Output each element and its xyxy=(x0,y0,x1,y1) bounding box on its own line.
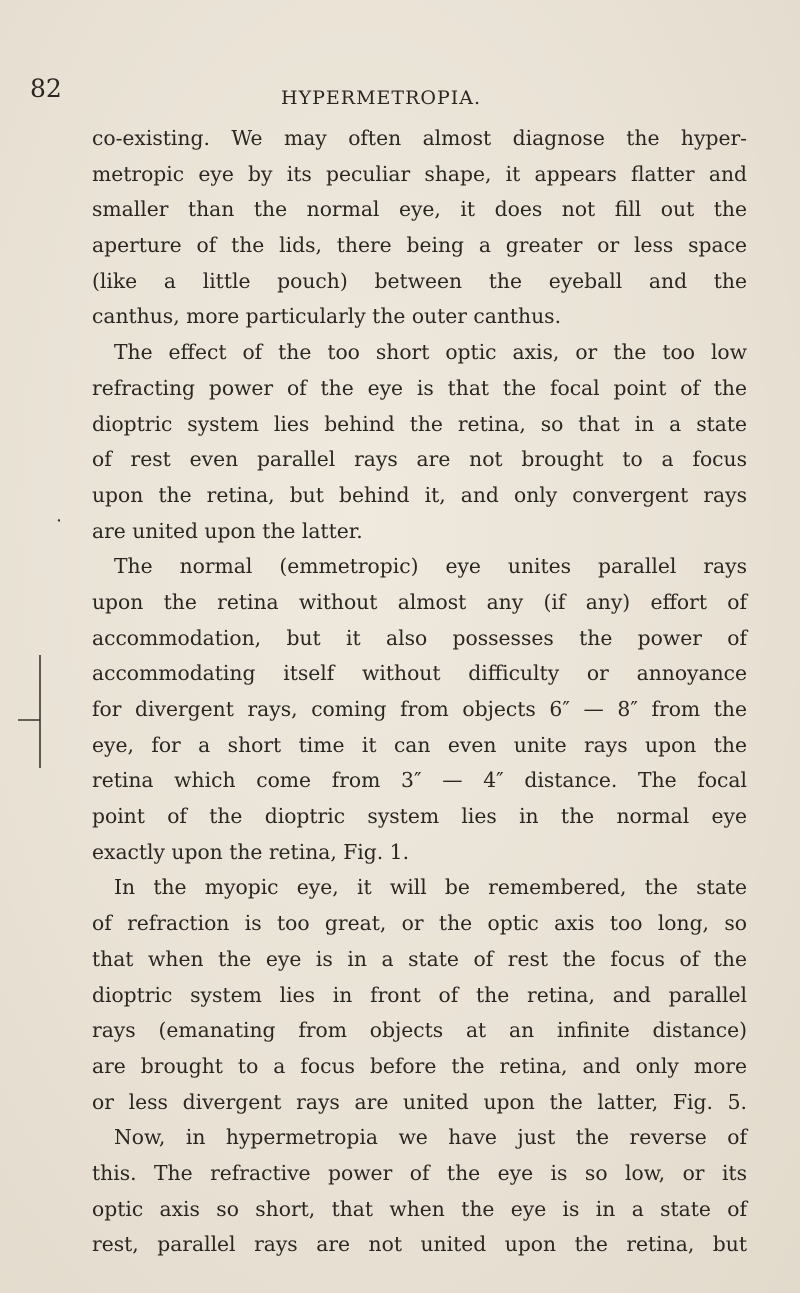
text-line: rays (emanating from objects at an infinite distance) xyxy=(92,1018,747,1043)
text-line: smaller than the normal eye, it does not fill out the xyxy=(92,197,747,222)
text-line: Now, in hypermetropia we have just the reverse of xyxy=(114,1125,747,1150)
text-line: accommodation, but it also possesses the power of xyxy=(92,625,747,650)
text-line: The normal (emmetropic) eye unites parallel rays xyxy=(114,554,747,579)
text-line: co-existing. We may often almost diagnose the hyper- xyxy=(92,126,747,150)
text-line: for divergent rays, coming from objects 6″ — 8″ from the xyxy=(92,697,747,721)
text-line: are united upon the latter. xyxy=(92,518,363,543)
text-line: or less divergent rays are united upon the latter, Fig. 5. xyxy=(92,1089,747,1114)
text-line: dioptric system lies in front of the retina, and parallel xyxy=(92,982,747,1007)
text-line: rest, parallel rays are not united upon the retina, but xyxy=(92,1232,747,1257)
text-line: of rest even parallel rays are not brought to a focus xyxy=(92,447,747,472)
text-line: metropic eye by its peculiar shape, it appears flatter and xyxy=(92,161,747,186)
text-line: (like a little pouch) between the eyeball and the xyxy=(92,268,747,293)
text-line: The effect of the too short optic axis, or the too low xyxy=(114,340,747,365)
text-line: dioptric system lies behind the retina, so that in a state xyxy=(92,411,747,436)
text-line: In the myopic eye, it will be remembered, the state xyxy=(114,875,747,900)
text-line: aperture of the lids, there being a greater or less space xyxy=(92,233,747,258)
text-line: upon the retina without almost any (if any) effort of xyxy=(92,589,747,614)
margin-bracket-mark xyxy=(0,0,60,1293)
text-line: eye, for a short time it can even unite rays upon the xyxy=(92,732,747,757)
page-number: 82 xyxy=(30,74,62,103)
running-head: HYPERMETROPIA. xyxy=(281,87,482,109)
text-line: of refraction is too great, or the optic axis too long, so xyxy=(92,911,747,936)
text-line: this. The refractive power of the eye is so low, or its xyxy=(92,1160,747,1185)
text-line: canthus, more particularly the outer canthus. xyxy=(92,304,562,329)
text-line: optic axis so short, that when the eye is in a state of xyxy=(92,1196,747,1221)
text-line: refracting power of the eye is that the focal point of the xyxy=(92,375,747,400)
body-text xyxy=(92,121,747,1263)
text-line: upon the retina, but behind it, and only convergent rays xyxy=(92,482,747,507)
text-line: are brought to a focus before the retina, and only more xyxy=(92,1053,747,1078)
text-line: that when the eye is in a state of rest the focus of the xyxy=(92,946,747,971)
text-line: exactly upon the retina, Fig. 1. xyxy=(92,839,410,864)
text-line: accommodating itself without difficulty or annoyance xyxy=(92,661,747,686)
text-line: retina which come from 3″ — 4″ distance. The focal xyxy=(92,768,747,793)
text-line: point of the dioptric system lies in the normal eye xyxy=(92,804,747,829)
